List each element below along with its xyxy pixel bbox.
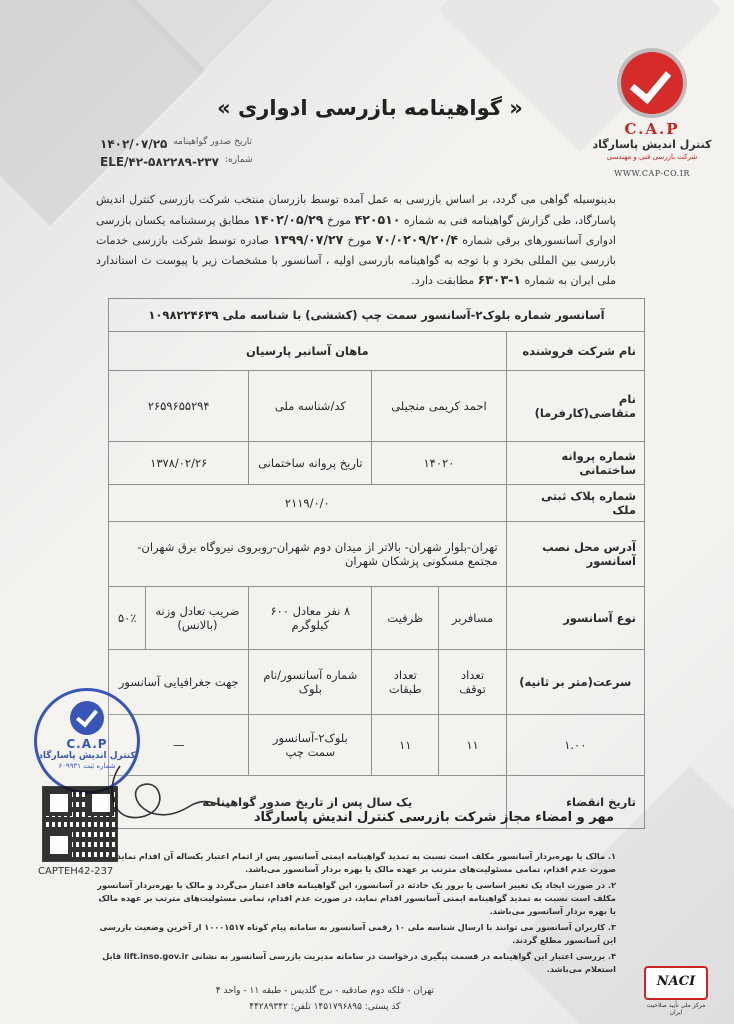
permit-value: ۱۴۰۲۰ xyxy=(372,442,506,485)
stops-value: ۱۱ xyxy=(439,715,506,776)
note-item: ۲. در صورت ایجاد یک تغییر اساسی یا بروز یک حادثه در آسانسور، این گواهینامه فاقد اعتبار می‌گردد و مالک یا بهره‌بردار آسانسور مکلف است نسبت به تمدید گواهینامه ایمنی آسانسور اقدام نماید، در صورت عدم اقدام، تمامی مسئولیت‌های مترتب بر عهده مالک یا بهره بردار آسانسور می‌باشد. xyxy=(97,880,616,916)
type-value: مسافربر xyxy=(439,587,506,650)
elevator-spec-table xyxy=(108,298,645,829)
table-row xyxy=(109,299,645,332)
qr-code-text: CAPTEH42-237 xyxy=(38,866,114,877)
seller-label: نام شرکت فروشنده xyxy=(506,332,644,371)
intro-text: مطابق پرسشنامه یکسان بازرسی ادواری آسانسورهای برقی شماره xyxy=(96,213,616,247)
intro-text: مطابقت دارد. xyxy=(411,274,475,287)
table-row xyxy=(109,371,645,442)
intro-paragraph xyxy=(96,190,616,291)
report-number: ۴۲۰۵۱۰ xyxy=(354,211,401,227)
client-label: نام متقاضی(کارفرما) xyxy=(506,371,644,442)
questionnaire-number: ۷۰/۰۲۰۹/۲۰/۴ xyxy=(375,232,459,247)
intro-text: مورخ xyxy=(347,234,372,247)
national-id-label: کد/شناسه ملی xyxy=(249,371,372,442)
stamp-check-icon xyxy=(70,701,104,735)
logo-fa: کنترل اندیش پاسارگاد xyxy=(592,138,712,151)
footer-contact xyxy=(216,983,434,1015)
intro-text: مورخ xyxy=(326,213,351,227)
permit-label: شماره پروانه ساختمانی xyxy=(506,442,644,485)
direction-value: — xyxy=(109,715,249,776)
plate-label: شماره پلاک ثبتی ملک xyxy=(506,485,644,522)
table-row xyxy=(109,587,645,650)
table-row xyxy=(109,442,645,485)
address-label: آدرس محل نصب آسانسور xyxy=(506,522,644,587)
signature xyxy=(100,756,240,836)
stamp-registration: شماره ثبت ۶۰۹۹۳۱ xyxy=(58,762,116,770)
standard-number: ۱-۶۳۰۳ xyxy=(477,272,522,287)
certificate-number-value: ELE/۴۲-۵۸۲۲۸۹-۲۳۷ xyxy=(100,155,219,169)
direction-label: جهت جغرافیایی آسانسور xyxy=(109,650,249,715)
certificate-title: « گواهینامه بازرسی ادواری » xyxy=(217,96,523,120)
stamp-en: C.A.P xyxy=(66,737,108,751)
note-item: ۱. مالک یا بهره‌بردار آسانسور مکلف است نسبت به تمدید گواهینامه ایمنی آسانسور پس از اتمام اعتبار یکساله آن اقدام نماید، در صورت عدم اقدام، تمامی مسئولیت‌های مترتب بر عهده مالک یا بهره بردار آسانسور می‌باشد. xyxy=(101,851,616,874)
table-row xyxy=(109,332,645,371)
national-id-value: ۲۶۵۹۶۵۵۲۹۴ xyxy=(109,371,249,442)
note-item: ۴. بررسی اعتبار این گواهینامه در قسمت پیگیری درخواست در سامانه مدیریت بازرسی آسانسور به نشانی lift.inso.gov.ir قابل استعلام می‌باشد. xyxy=(102,951,616,974)
permit-date-value: ۱۳۷۸/۰۲/۲۶ xyxy=(109,442,249,485)
stops-label: تعداد توقف xyxy=(439,650,506,715)
client-value: احمد کریمی منجیلی xyxy=(372,371,506,442)
elevator-number-label: شماره آسانسور/نام بلوک xyxy=(249,650,372,715)
naci-logo xyxy=(640,966,712,1016)
report-date: ۱۴۰۲/۰۵/۲۹ xyxy=(253,211,324,227)
questionnaire-date: ۱۳۹۹/۰۷/۲۷ xyxy=(273,232,344,247)
floors-label: تعداد طبقات xyxy=(372,650,439,715)
table-row xyxy=(109,522,645,587)
intro-text: صادره توسط شرکت بازرسی خدمات بازرسی بین المللی بخرد و با توجه به گواهینامه بازرسی اولیه ، آسانسور با مشخصات زیر با پیوست ث استاندارد ملی ایران به شماره xyxy=(96,234,616,287)
issue-date-value: ۱۴۰۲/۰۷/۲۵ xyxy=(100,137,168,151)
stamp-fa: کنترل اندیش پاسارگاد xyxy=(38,751,136,761)
expiry-label: تاریخ انقضاء xyxy=(506,776,644,829)
speed-value: ۱.۰۰ xyxy=(506,715,644,776)
logo-en: C.A.P xyxy=(624,120,680,138)
address-value: تهران-بلوار شهران- بالاتر از میدان دوم شهران-روبروی نیروگاه برق شهران-مجتمع مسکونی پزشکان شهران xyxy=(109,522,507,587)
issue-date-label: تاریخ صدور گواهینامه xyxy=(173,137,253,147)
speed-label: سرعت(متر بر ثانیه) xyxy=(506,650,644,715)
permit-date-label: تاریخ پروانه ساختمانی xyxy=(249,442,372,485)
type-label: نوع آسانسور xyxy=(506,587,644,650)
naci-text: NACI xyxy=(656,974,696,989)
footer-address: تهران - فلکه دوم صادقیه - برج گلدیس - طبقه ۱۱ - واحد ۴ xyxy=(215,986,434,996)
logo-subtitle: شرکت بازرسی فنی و مهندسی xyxy=(606,153,698,161)
expiry-value: یک سال پس از تاریخ صدور گواهینامه xyxy=(109,776,507,829)
table-header: آسانسور شماره بلوک۲-آسانسور سمت چپ (کششی) با شناسه ملی ۱۰۹۸۲۲۴۶۳۹ xyxy=(109,299,645,332)
capacity-label: ظرفیت xyxy=(372,587,439,650)
balance-label: ضریب تعادل وزنه (بالانس) xyxy=(146,587,249,650)
floors-value: ۱۱ xyxy=(372,715,439,776)
company-logo xyxy=(592,52,712,178)
logo-website: WWW.CAP-CO.IR xyxy=(614,169,690,178)
capacity-value: ۸ نفر معادل ۶۰۰ کیلوگرم xyxy=(249,587,372,650)
authorized-seal-caption: مهر و امضاء مجاز شرکت بازرسی کنترل اندیش پاسارگاد xyxy=(253,810,614,825)
note-item: ۳. کاربران آسانسور می توانند با ارسال شناسه ملی ۱۰ رقمی آسانسور به سامانه پیام کوتاه ۱۰۰۰۱۵۱۷ از آخرین وضعیت بازرسی این آسانسور مطلع گردند. xyxy=(99,922,616,945)
notes-list xyxy=(96,850,616,979)
issue-info xyxy=(100,137,320,173)
footer-phone: کد پستی: ۱۴۵۱۷۹۶۸۹۵ تلفن: ۴۴۲۸۹۳۴۲ xyxy=(249,1002,401,1012)
elevator-number-value: بلوک۲-آسانسور سمت چپ xyxy=(249,715,372,776)
certificate-number-label: شماره: xyxy=(224,155,253,165)
table-row xyxy=(109,485,645,522)
logo-check-icon xyxy=(621,52,683,114)
seller-value: ماهان آسانبر پارسیان xyxy=(109,332,507,371)
plate-value: ۲۱۱۹/۰/۰ xyxy=(109,485,507,522)
intro-text: بدینوسیله گواهی می گردد، بر اساس بازرسی به عمل آمده توسط بازرسان منتخب شرکت بازرسی کنترل اندیش پاسارگاد، طی گزارش گواهینامه فنی به شماره xyxy=(96,193,616,227)
table-row xyxy=(109,650,645,715)
balance-value: ۵۰٪ xyxy=(109,587,146,650)
naci-caption: مرکز ملی تأیید صلاحیت ایران xyxy=(646,1002,706,1016)
